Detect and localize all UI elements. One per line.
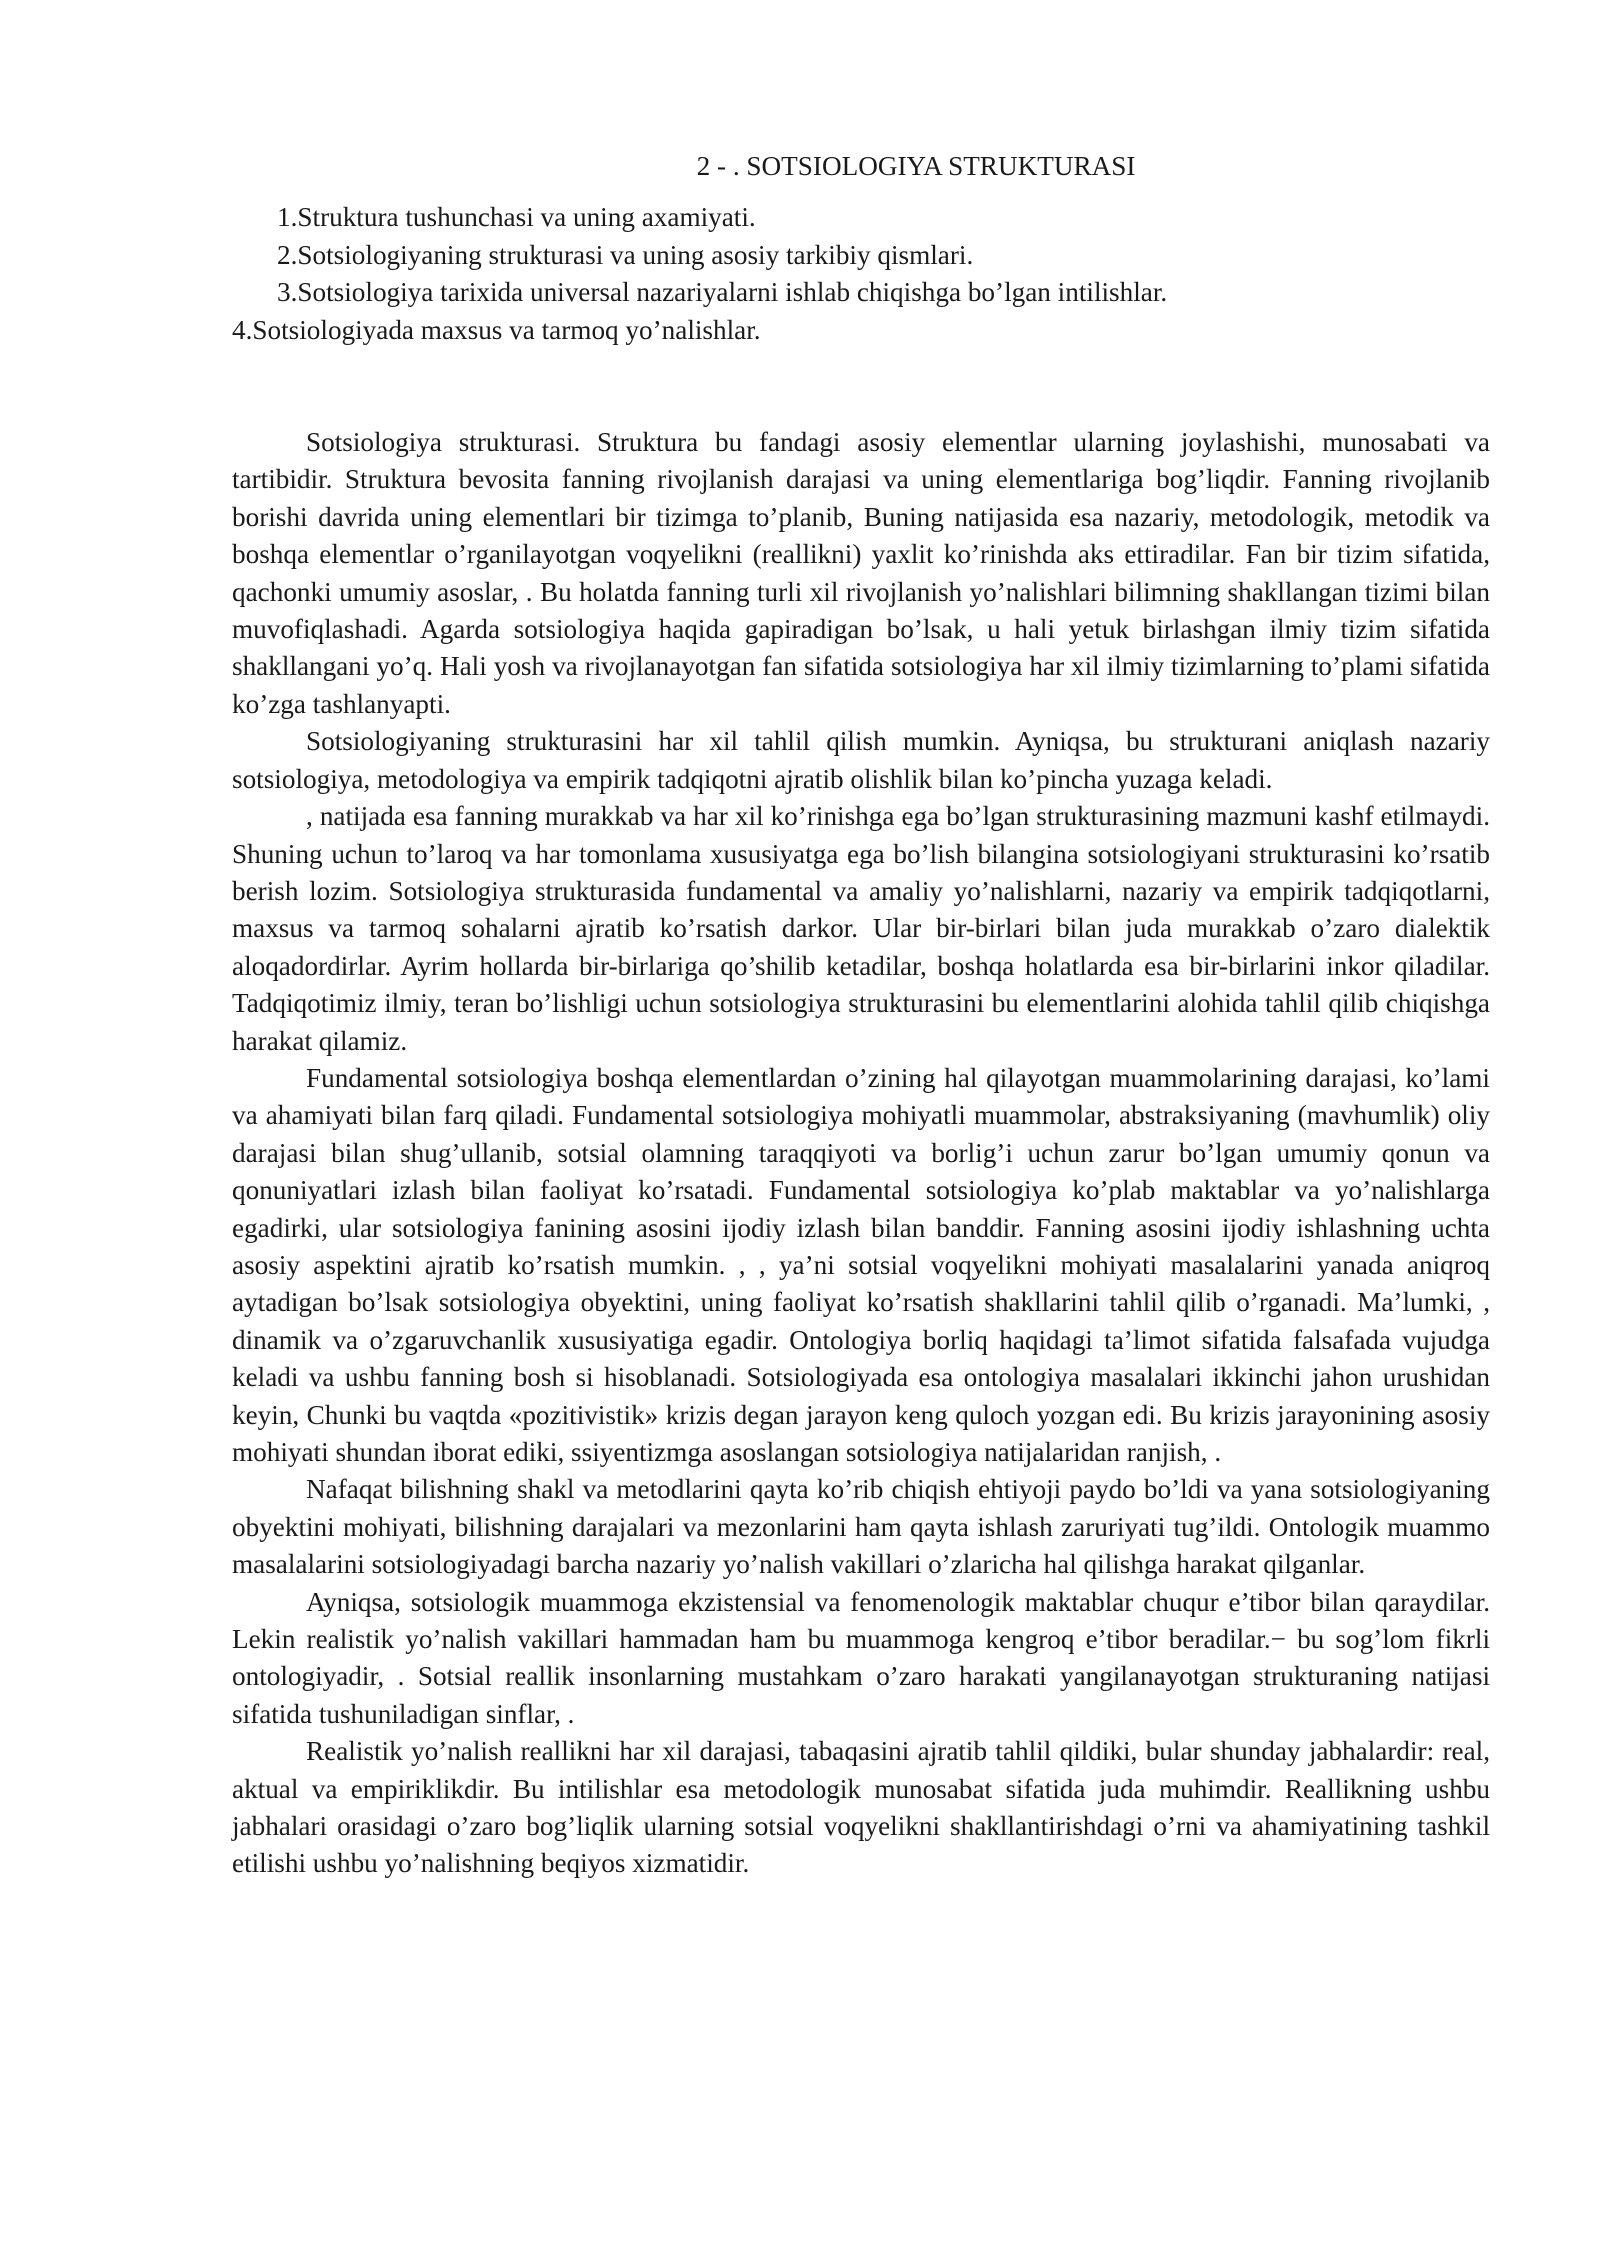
outline-item: 1.Struktura tushunchasi va uning axamiyati. [277,202,756,233]
paragraph: Sotsiologiya strukturasi. Struktura bu fandagi asosiy elementlar ularning joylashishi, munosabati va tartibidir. Struktura bevosita fanning rivojlanish darajasi va uning elementlariga bog’liqdir. Fanning rivojlanib borishi davrida uning elementlari bir tizimga to’planib, Buning natijasida esa nazariy, metodologik, metodik va boshqa elementlar o’rganilayotgan voqyelikni (reallikni) yaxlit ko’rinishda aks ettiradilar. Fan bir tizim sifatida, qachonki umumiy asoslar, . Bu holatda fanning turli xil rivojlanish yo’nalishlari bilimning shakllangan tizimi bilan muvofiqlashadi. Agarda sotsiologiya haqida gapiradigan bo’lsak, u hali yetuk birlashgan ilmiy tizim sifatida shakllangani yo’q. Hali yosh va rivojlanayotgan fan sifatida sotsiologiya har xil ilmiy tizimlarning to’plami sifatida ko’zga tashlanyapti. [232,427,1490,719]
paragraph: , natijada esa fanning murakkab va har xil ko’rinishga ega bo’lgan strukturasining mazmuni kashf etilmaydi. Shuning uchun to’laroq va har tomonlama xususiyatga ega bo’lish bilangina sotsiologiyani strukturasini ko’rsatib berish lozim. Sotsiologiya strukturasida fundamental va amaliy yo’nalishlarni, nazariy va empirik tadqiqotlarni, maxsus va tarmoq sohalarni ajratib ko’rsatish darkor. Ular bir-birlari bilan juda murakkab o’zaro dialektik aloqadordirlar. Ayrim hollarda bir-birlariga qo’shilib ketadilar, boshqa holatlarda esa bir-birlarini inkor qiladilar. Tadqiqotimiz ilmiy, teran bo’lishligi uchun sotsiologiya strukturasini bu elementlarini alohida tahlil qilib chiqishga harakat qilamiz. [232,801,1490,1056]
outline-list [232,199,1490,349]
document-body [232,424,1490,1883]
document-title: 2 - . SOTSIOLOGIYA STRUKTURASI [696,151,1136,181]
document-page [232,148,1490,1883]
outline-item: 4.Sotsiologiyada maxsus va tarmoq yo’nalishlar. [232,314,761,345]
paragraph: Nafaqat bilishning shakl va metodlarini qayta ko’rib chiqish ehtiyoji paydo bo’ldi va yana sotsiologiyaning obyektini mohiyati, bilishning darajalari va mezonlarini ham qayta ishlash zaruriyati tug’ildi. Ontologik muammo masalalarini sotsiologiyadagi barcha nazariy yo’nalish vakillari o’zlaricha hal qilishga harakat qilganlar. [232,1474,1490,1580]
outline-item: 2.Sotsiologiyaning strukturasi va uning asosiy tarkibiy qismlari. [277,239,974,270]
paragraph: Ayniqsa, sotsiologik muammoga ekzistensial va fenomenologik maktablar chuqur e’tibor bilan qaraydilar. Lekin realistik yo’nalish vakillari hammadan ham bu muammoga kengroq e’tibor beradilar.− bu sog’lom fikrli ontologiyadir, . Sotsial reallik insonlarning mustahkam o’zaro harakati yangilanayotgan strukturaning natijasi sifatida tushuniladigan sinflar, . [232,1586,1490,1729]
paragraph: Fundamental sotsiologiya boshqa elementlardan o’zining hal qilayotgan muammolarining darajasi, ko’lami va ahamiyati bilan farq qiladi. Fundamental sotsiologiya mohiyatli muammolar, abstraksiyaning (mavhumlik) oliy darajasi bilan shug’ullanib, sotsial olamning taraqqiyoti va borlig’i uchun zarur bo’lgan umumiy qonun va qonuniyatlari izlash bilan faoliyat ko’rsatadi. Fundamental sotsiologiya ko’plab maktablar va yo’nalishlarga egadirki, ular sotsiologiya fanining asosini ijodiy izlash bilan banddir. Fanning asosini ijodiy ishlashning uchta asosiy aspektini ajratib ko’rsatish mumkin. , , ya’ni sotsial voqyelikni mohiyati masalalarini yanada aniqroq aytadigan bo’lsak sotsiologiya obyektini, uning faoliyat ko’rsatish shakllarini tahlil qilib o’rganadi. Ma’lumki, , dinamik va o’zgaruvchanlik xususiyatiga egadir. Ontologiya borliq haqidagi ta’limot sifatida falsafada vujudga keladi va ushbu fanning bosh si hisoblanadi. Sotsiologiyada esa ontologiya masalalari ikkinchi jahon urushidan keyin, Chunki bu vaqtda «pozitivistik» krizis degan jarayon keng quloch yozgan edi. Bu krizis jarayonining asosiy mohiyati shundan iborat ediki, ssiyentizmga asoslangan sotsiologiya natijalaridan ranjish, . [232,1062,1490,1467]
section-spacer [232,349,1490,424]
paragraph: Sotsiologiyaning strukturasini har xil tahlil qilish mumkin. Ayniqsa, bu strukturani aniqlash nazariy sotsiologiya, metodologiya va empirik tadqiqotni ajratib olishlik bilan ko’pincha yuzaga keladi. [232,726,1490,794]
paragraph: Realistik yo’nalish reallikni har xil darajasi, tabaqasini ajratib tahlil qildiki, bular shunday jabhalardir: real, aktual va empiriklikdir. Bu intilishlar esa metodologik munosabat sifatida juda muhimdir. Reallikning ushbu jabhalari orasidagi o’zaro bog’liqlik ularning sotsial voqyelikni shakllantirishdagi o’rni va ahamiyatining tashkil etilishi ushbu yo’nalishning beqiyos xizmatidir. [232,1736,1490,1879]
outline-item: 3.Sotsiologiya tarixida universal nazariyalarni ishlab chiqishga bo’lgan intilishlar. [277,277,1168,308]
